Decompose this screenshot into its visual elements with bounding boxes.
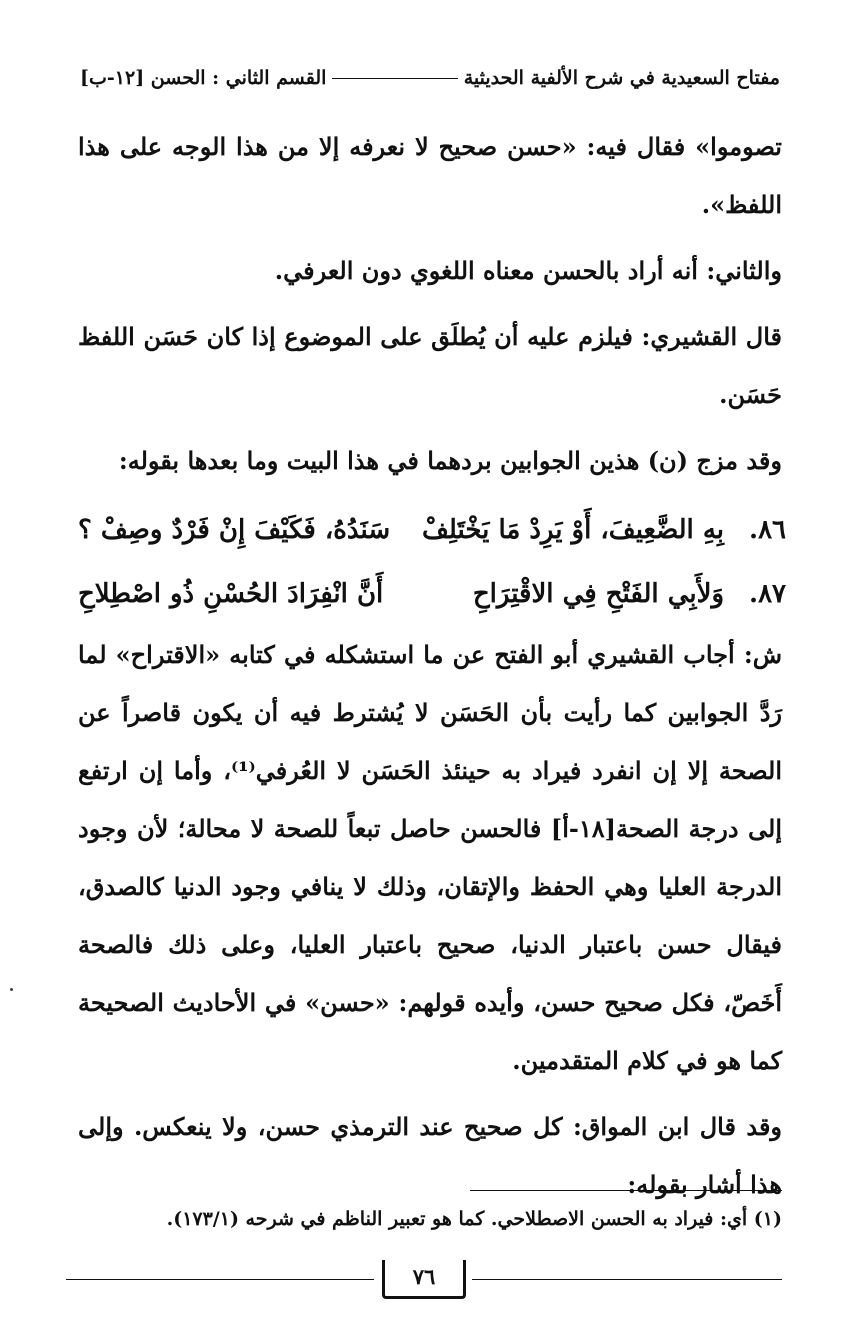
- header-rule: [332, 78, 457, 79]
- header-section: القسم الثاني : الحسن [١٢-ب]: [80, 67, 327, 89]
- verse-line: [78, 562, 786, 626]
- verse-number: ٨٦.: [749, 515, 786, 545]
- verse-first-half: بِهِ الضَّعِيفَ، أَوْ يَرِدْ مَا يَخْتَلِفْ: [422, 515, 724, 545]
- header-book-title: مفتاح السعيدية في شرح الألفية الحديثية: [463, 67, 780, 89]
- verse-second-half: سَنَدُهُ، فَكَيْفَ إِنْ فَرْدٌ وصِفْ ؟: [78, 515, 391, 545]
- commentary-paragraph: وقد قال ابن المواق: كل صحيح عند الترمذي حسن، ولا ينعكس. وإلى هذا أشار بقوله:: [78, 1112, 782, 1199]
- main-text: [78, 118, 786, 1222]
- margin-dot: [10, 988, 13, 991]
- paragraph: وقد مزج (ن) هذين الجوابين بردهما في هذا البيت وما بعدها بقوله:: [118, 446, 782, 475]
- footnote-separator: [470, 1190, 782, 1191]
- verse-line: [78, 498, 786, 562]
- footnote: (١) أي: فيراد به الحسن الاصطلاحي. كما هو تعبير الناظم في شرحه (١٧٣/١).: [166, 1208, 782, 1230]
- commentary-paragraph: ش: أجاب القشيري أبو الفتح عن ما استشكله في كتابه «الاقتراح» لما رَدَّ الجوابين كما رأيت بأن الحَسَن لا يُشترط فيه أن يكون قاصراً عن الصحة إلا إن انفرد فيراد به حينئذ الحَسَن لا العُرفي⁽¹⁾، وأما إن ارتفع إلى درجة الصحة[١٨-أ] فالحسن حاصل تبعاً للصحة لا محالة؛ لأن وجود الدرجة العليا وهي الحفظ والإتقان، وذلك لا ينافي وجود الدنيا كالصدق، فيقال حسن باعتبار الدنيا، صحيح باعتبار العليا، وعلى ذلك فالصحة أَخَصّ، فكل صحيح حسن، وأيده قولهم: «حسن» في الأحاديث الصحيحة كما هو في كلام المتقدمين.: [78, 640, 783, 1075]
- footer-rule-right: [472, 1279, 782, 1280]
- verse-second-half: أَنَّ انْفِرَادَ الحُسْنِ ذُو اصْطِلاحِ: [78, 579, 384, 609]
- paragraph: تصوموا» فقال فيه: «حسن صحيح لا نعرفه إلا من هذا الوجه على هذا اللفظ».: [78, 132, 782, 219]
- paragraph: قال القشيري: فيلزم عليه أن يُطلَق على الموضوع إذا كان حَسَن اللفظ حَسَن.: [78, 322, 782, 409]
- verse-number: ٨٧.: [749, 579, 786, 609]
- verse-first-half: وَلأَبِي الفَتْحِ فِي الاقْتِرَاحِ: [472, 579, 724, 609]
- footer-rule-left: [66, 1279, 374, 1280]
- page-number-bar: [66, 1264, 782, 1290]
- page-number: ٧٦: [382, 1260, 466, 1299]
- running-header: [80, 62, 780, 94]
- paragraph: والثاني: أنه أراد بالحسن معناه اللغوي دون العرفي.: [274, 256, 782, 285]
